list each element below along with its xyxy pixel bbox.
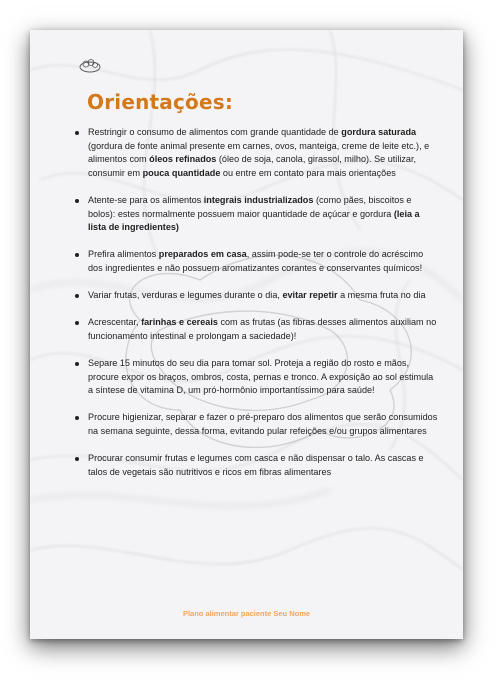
list-item: Acrescentar, farinhas e cereais com as frutas (as fibras desses alimentos auxiliam no funcionamento intestinal e prolongam a saciedade)! (88, 316, 440, 343)
list-item: Atente-se para os alimentos integrais industrializados (como pães, biscoitos e bolos): estes normalmente possuem maior quantidade de açúcar e gordura (leia a lista de ingredientes) (88, 194, 440, 235)
list-item: Restringir o consumo de alimentos com grande quantidade de gordura saturada (gordura de fonte animal presente em carnes, ovos, manteiga, creme de leite etc.), e alimentos com óleos refinados (óleo de soja, canola, girassol, milho). Se utilizar, consumir em pouca quantidade ou entre em contato para mais orientações (88, 126, 440, 180)
guidelines-list (66, 126, 440, 493)
list-item: Prefira alimentos preparados em casa, assim pode-se ter o controle do acréscimo dos ingredientes e não possuem aromatizantes corantes e conservantes químicos! (88, 248, 440, 275)
page-title: Orientações: (87, 90, 234, 114)
food-bowl-icon (78, 56, 102, 74)
list-item: Procurar consumir frutas e legumes com casca e não dispensar o talo. As cascas e talos de vegetais são nutritivos e ricos em fibras alimentares (88, 452, 440, 479)
list-item: Variar frutas, verduras e legumes durante o dia, evitar repetir a mesma fruta no dia (88, 289, 440, 303)
document-page (30, 30, 463, 639)
list-item: Procure higienizar, separar e fazer o pré-preparo dos alimentos que serão consumidos na semana seguinte, dessa forma, evitando pular refeições e/ou grupos alimentares (88, 411, 440, 438)
list-item: Separe 15 minutos do seu dia para tomar sol. Proteja a região do rosto e mãos, procure expor os braços, ombros, costa, pernas e tronco. A exposição ao sol estimula a síntese de vitamina D, um pró-hormônio importantíssimo para saúde! (88, 357, 440, 398)
page-footer: Plano alimentar paciente Seu Nome (182, 609, 311, 618)
